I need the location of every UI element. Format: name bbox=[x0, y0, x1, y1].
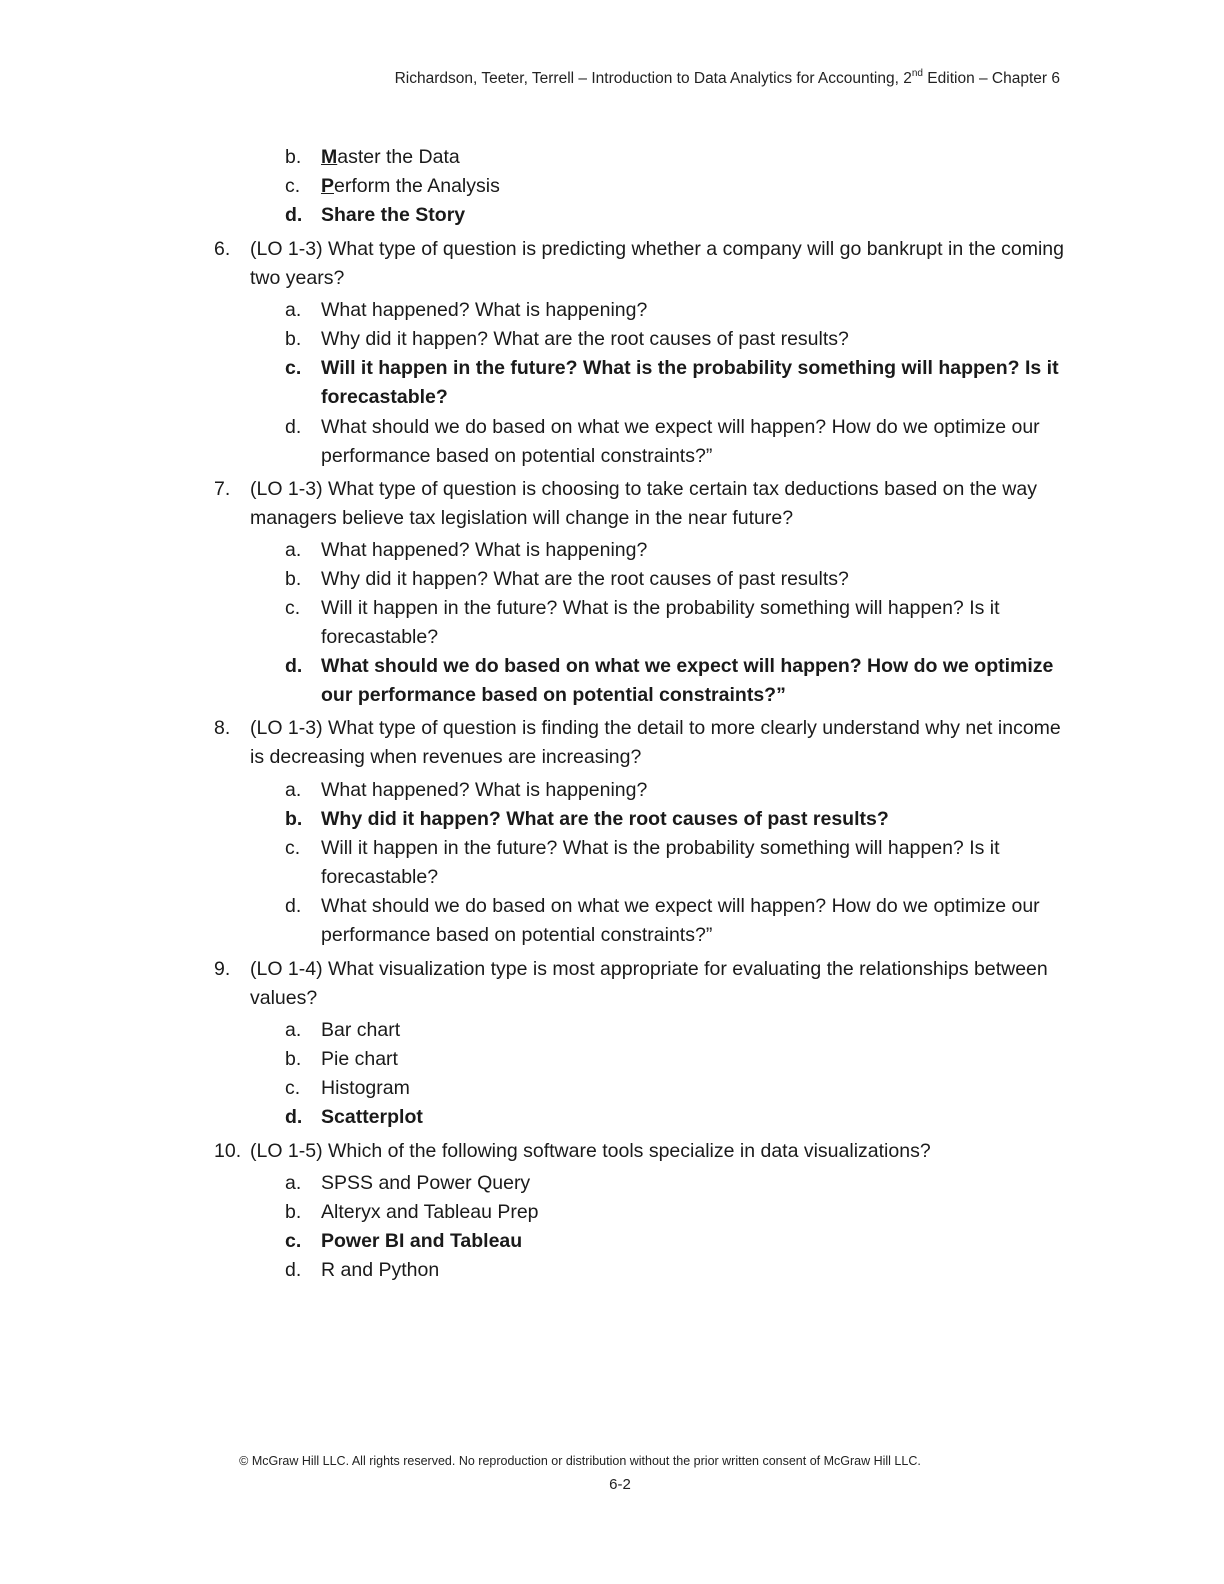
option-9d: d. Scatterplot bbox=[285, 1106, 423, 1128]
option-10d: d. R and Python bbox=[285, 1259, 440, 1281]
page-number: 6-2 bbox=[609, 1476, 631, 1493]
option-8a: a. What happened? What is happening? bbox=[285, 779, 648, 801]
option-10b: b. Alteryx and Tableau Prep bbox=[285, 1201, 539, 1223]
option-7a: a. What happened? What is happening? bbox=[285, 539, 648, 561]
option-6c: c. Will it happen in the future? What is the probability something will happen? Is it forecastable? bbox=[285, 357, 1059, 408]
option-7c: c. Will it happen in the future? What is the probability something will happen? Is it forecastable? bbox=[285, 597, 1000, 648]
option-9b: b. Pie chart bbox=[285, 1048, 398, 1070]
option-6b: b. Why did it happen? What are the root causes of past results? bbox=[285, 328, 849, 350]
question-7: 7. (LO 1-3) What type of question is choosing to take certain tax deductions based on the way managers believe tax legislation will change in the near future? bbox=[214, 478, 1037, 529]
option-10a: a. SPSS and Power Query bbox=[285, 1172, 531, 1194]
question-9: 9. (LO 1-4) What visualization type is most appropriate for evaluating the relationships between values? bbox=[214, 958, 1048, 1009]
option-6d: d. What should we do based on what we expect will happen? How do we optimize our performance based on potential constraints?” bbox=[285, 416, 1040, 467]
question-10: 10. (LO 1-5) Which of the following software tools specialize in data visualizations? bbox=[214, 1140, 931, 1162]
option-8c: c. Will it happen in the future? What is the probability something will happen? Is it forecastable? bbox=[285, 837, 1000, 888]
option-8b: b. Why did it happen? What are the root causes of past results? bbox=[285, 808, 889, 830]
question-8: 8. (LO 1-3) What type of question is finding the detail to more clearly understand why net income is decreasing when revenues are increasing? bbox=[214, 717, 1061, 768]
option-6a: a. What happened? What is happening? bbox=[285, 299, 648, 321]
copyright-footer: © McGraw Hill LLC. All rights reserved. No reproduction or distribution without the prior written consent of McGraw Hill LLC. bbox=[239, 1454, 921, 1468]
option-5b: b. Master the Data bbox=[285, 146, 460, 168]
option-7d: d. What should we do based on what we expect will happen? How do we optimize our performance based on potential constraints?” bbox=[285, 655, 1054, 706]
option-10c: c. Power BI and Tableau bbox=[285, 1230, 523, 1252]
option-8d: d. What should we do based on what we expect will happen? How do we optimize our performance based on potential constraints?” bbox=[285, 895, 1040, 946]
option-7b: b. Why did it happen? What are the root causes of past results? bbox=[285, 568, 849, 590]
option-9a: a. Bar chart bbox=[285, 1019, 401, 1041]
option-9c: c. Histogram bbox=[285, 1077, 410, 1099]
option-5c: c. Perform the Analysis bbox=[285, 175, 500, 197]
option-5d: d. Share the Story bbox=[285, 204, 466, 226]
running-header: Richardson, Teeter, Terrell – Introduction to Data Analytics for Accounting, 2nd Edition – Chapter 6 bbox=[394, 68, 1060, 87]
question-6: 6. (LO 1-3) What type of question is predicting whether a company will go bankrupt in the coming two years? bbox=[214, 238, 1065, 289]
